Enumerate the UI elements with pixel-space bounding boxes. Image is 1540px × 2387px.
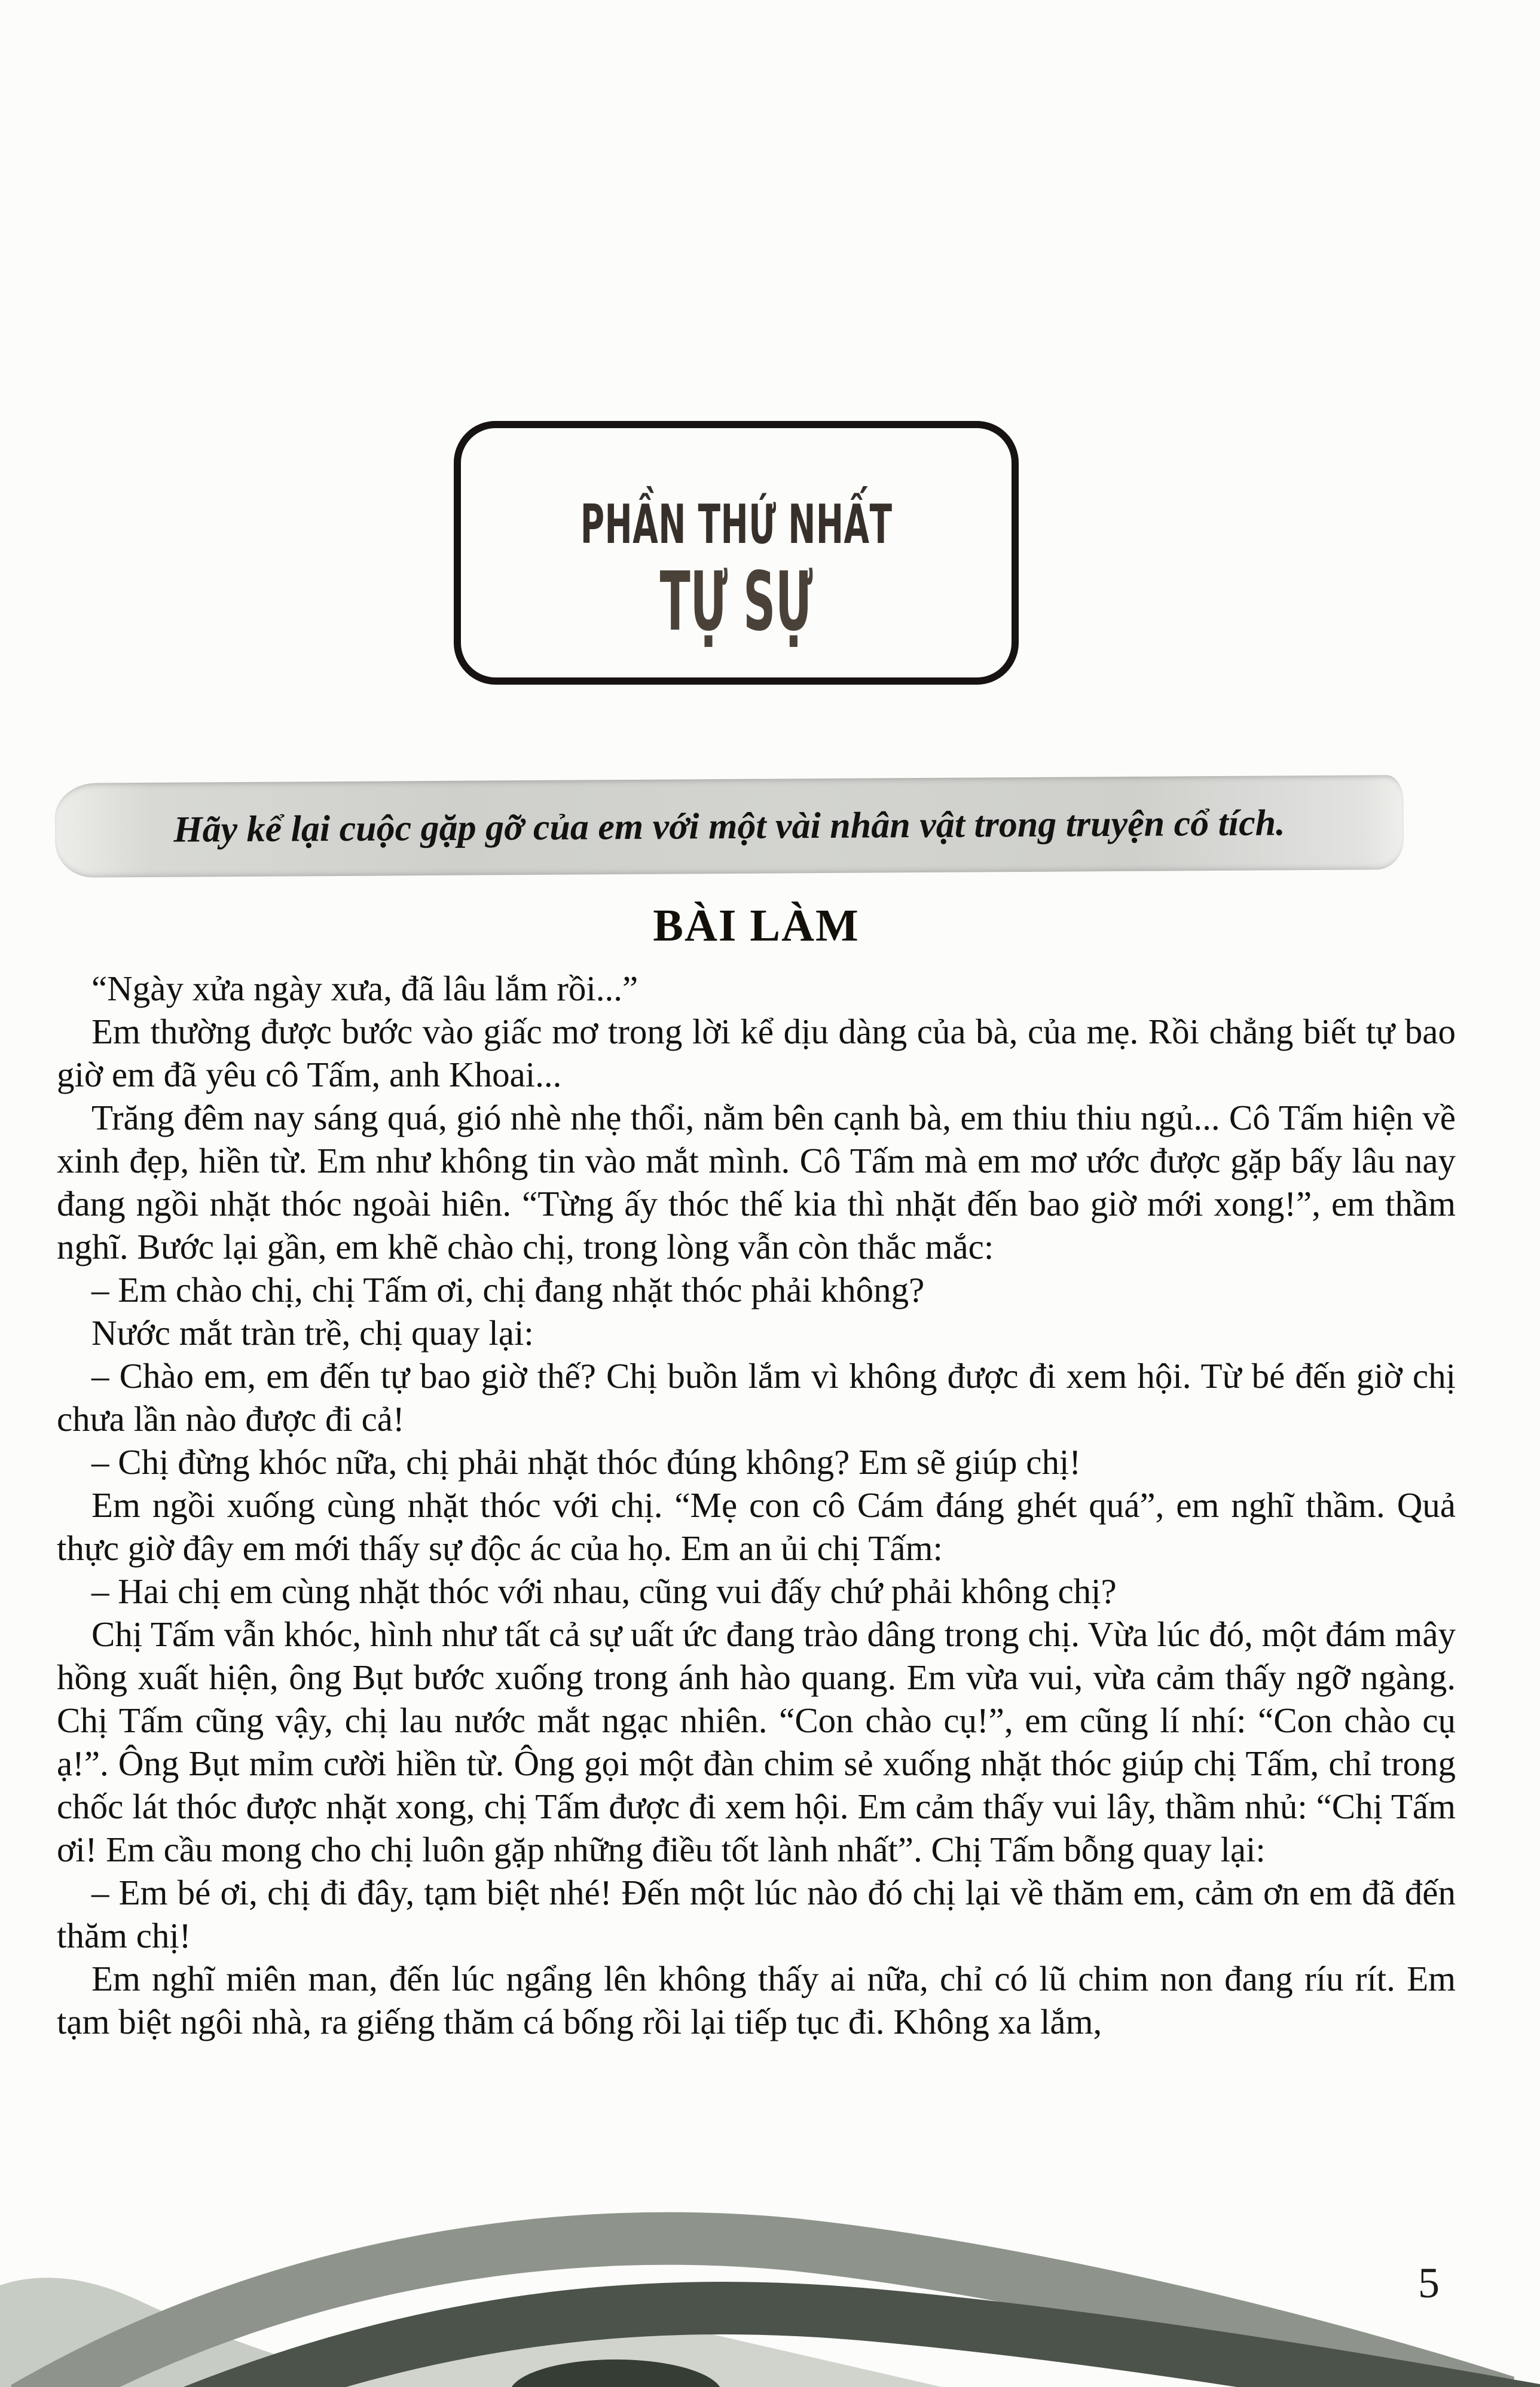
- essay-paragraph: “Ngày xửa ngày xưa, đã lâu lắm rồi...”: [91, 969, 638, 1008]
- essay: [57, 900, 1456, 2043]
- section-kicker: [461, 495, 1012, 555]
- essay-paragraph: – Em bé ơi, chị đi đây, tạm biệt nhé! Đến một lúc nào đó chị lại về thăm em, cảm ơn em đã đến thăm chị!: [57, 1873, 1456, 1955]
- essay-paragraph: Trăng đêm nay sáng quá, gió nhè nhẹ thổi, nằm bên cạnh bà, em thiu thiu ngủ... Cô Tấm hiện về xinh đẹp, hiền từ. Em như không tin vào mắt mình. Cô Tấm mà em mơ ước được gặp bấy lâu nay đang ngồi nhặt thóc ngoài hiên. “Từng ấy thóc thế kia thì nhặt đến bao giờ mới xong!”, em thầm nghĩ. Bước lại gần, em khẽ chào chị, trong lòng vẫn còn thắc mắc:: [57, 1098, 1456, 1266]
- essay-heading: BÀI LÀM: [653, 901, 860, 951]
- essay-paragraph: Em nghĩ miên man, đến lúc ngẩng lên không thấy ai nữa, chỉ có lũ chim non đang ríu rít. Em tạm biệt ngôi nhà, ra giếng thăm cá bống rồi lại tiếp tục đi. Không xa lắm,: [57, 1959, 1456, 2041]
- essay-paragraph: Chị Tấm vẫn khóc, hình như tất cả sự uất ức đang trào dâng trong chị. Vừa lúc đó, một đám mây hồng xuất hiện, ông Bụt bước xuống trong ánh hào quang. Em vừa vui, vừa cảm thấy ngỡ ngàng. Chị Tấm cũng vậy, chị lau nước mắt ngạc nhiên. “Con chào cụ!”, em cũng lí nhí: “Con chào cụ ạ!”. Ông Bụt mỉm cười hiền từ. Ông gọi một đàn chim sẻ xuống nhặt thóc giúp chị Tấm, chỉ trong chốc lát thóc được nhặt xong, chị Tấm được đi xem hội. Em cảm thấy vui lây, thầm nhủ: “Chị Tấm ơi! Em cầu mong cho chị luôn gặp những điều tốt lành nhất”. Chị Tấm bỗng quay lại:: [57, 1614, 1456, 1869]
- essay-prompt-text: Hãy kể lại cuộc gặp gỡ của em với một vài nhân vật trong truyện cổ tích.: [173, 802, 1285, 850]
- section-title-text: TỰ SỰ: [659, 555, 813, 649]
- section-title-box: [454, 421, 1019, 685]
- essay-paragraph: Em thường được bước vào giấc mơ trong lời kể dịu dàng của bà, của mẹ. Rồi chẳng biết tự bao giờ em đã yêu cô Tấm, anh Khoai...: [57, 1012, 1456, 1094]
- essay-paragraph: Em ngồi xuống cùng nhặt thóc với chị. “Mẹ con cô Cám đáng ghét quá”, em nghĩ thầm. Quả thực giờ đây em mới thấy sự độc ác của họ. Em an ủi chị Tấm:: [57, 1485, 1456, 1568]
- section-title: [461, 557, 1012, 647]
- page-number: 5: [1418, 2259, 1440, 2307]
- essay-paragraph: – Em chào chị, chị Tấm ơi, chị đang nhặt thóc phải không?: [91, 1270, 925, 1310]
- essay-paragraph: – Chào em, em đến tự bao giờ thế? Chị buồn lắm vì không được đi xem hội. Từ bé đến giờ chị chưa lần nào được đi cả!: [57, 1356, 1456, 1439]
- essay-paragraphs: [57, 967, 1456, 2043]
- footer-decoration: [0, 2202, 1540, 2387]
- essay-paragraph: Nước mắt tràn trề, chị quay lại:: [91, 1313, 534, 1353]
- essay-prompt-banner: [55, 775, 1404, 878]
- essay-paragraph: – Chị đừng khóc nữa, chị phải nhặt thóc đúng không? Em sẽ giúp chị!: [91, 1442, 1081, 1482]
- section-kicker-text: PHẦN THỨ NHẤT: [580, 493, 893, 556]
- essay-paragraph: – Hai chị em cùng nhặt thóc với nhau, cũng vui đấy chứ phải không chị?: [91, 1571, 1117, 1611]
